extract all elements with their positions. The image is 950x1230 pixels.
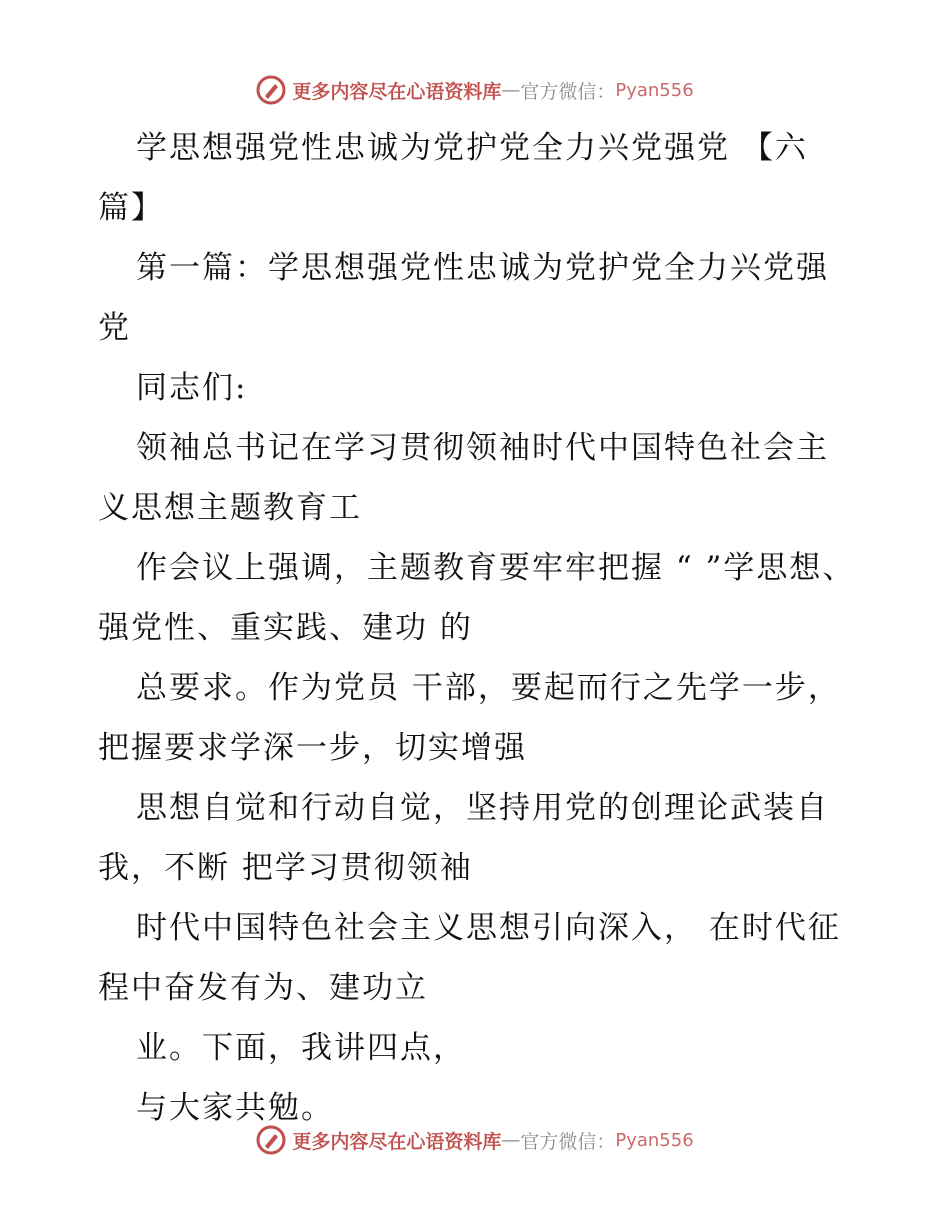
body-paragraph: 时代中国特色社会主义思想引向深入， 在时代征程中奋发有为、建功立 <box>98 910 841 1006</box>
salutation: 同志们: <box>136 370 248 406</box>
footer-watermark <box>0 1120 950 1160</box>
watermark-channel: 官方微信： <box>520 1130 616 1153</box>
watermark-brand: 更多内容尽在心语资料库 <box>292 1130 502 1153</box>
document-body <box>98 118 858 1138</box>
body-paragraph: 思想自觉和行动自觉，坚持用党的创理论武装自我，不断 把学习贯彻领袖 <box>98 790 829 886</box>
watermark-separator: — <box>501 79 521 101</box>
pen-logo-icon <box>256 75 286 105</box>
watermark-id: Pyan556 <box>615 79 694 101</box>
body-paragraph: 业。下面，我讲四点， <box>136 1030 466 1066</box>
watermark-separator: — <box>501 1129 521 1151</box>
watermark-brand: 更多内容尽在心语资料库 <box>292 80 502 103</box>
watermark-id: Pyan556 <box>615 1129 694 1151</box>
body-paragraph: 总要求。作为党员 干部，要起而行之先学一步，把握要求学深一步，切实增强 <box>98 670 841 766</box>
watermark-channel: 官方微信： <box>520 80 616 103</box>
body-paragraph: 与大家共勉。 <box>136 1090 334 1126</box>
header-watermark <box>0 70 950 110</box>
body-paragraph: 领袖总书记在学习贯彻领袖时代中国特色社会主义思想主题教育工 <box>98 430 829 526</box>
body-paragraph: 作会议上强调，主题教育要牢牢把握 “ ”学思想、强党性、重实践、建功 的 <box>98 550 856 646</box>
document-title: 学思想强党性忠诚为党护党全力兴党强党 【六篇】 <box>98 130 808 226</box>
pen-logo-icon <box>256 1125 286 1155</box>
section-title: 第一篇：学思想强党性忠诚为党护党全力兴党强党 <box>98 250 829 346</box>
